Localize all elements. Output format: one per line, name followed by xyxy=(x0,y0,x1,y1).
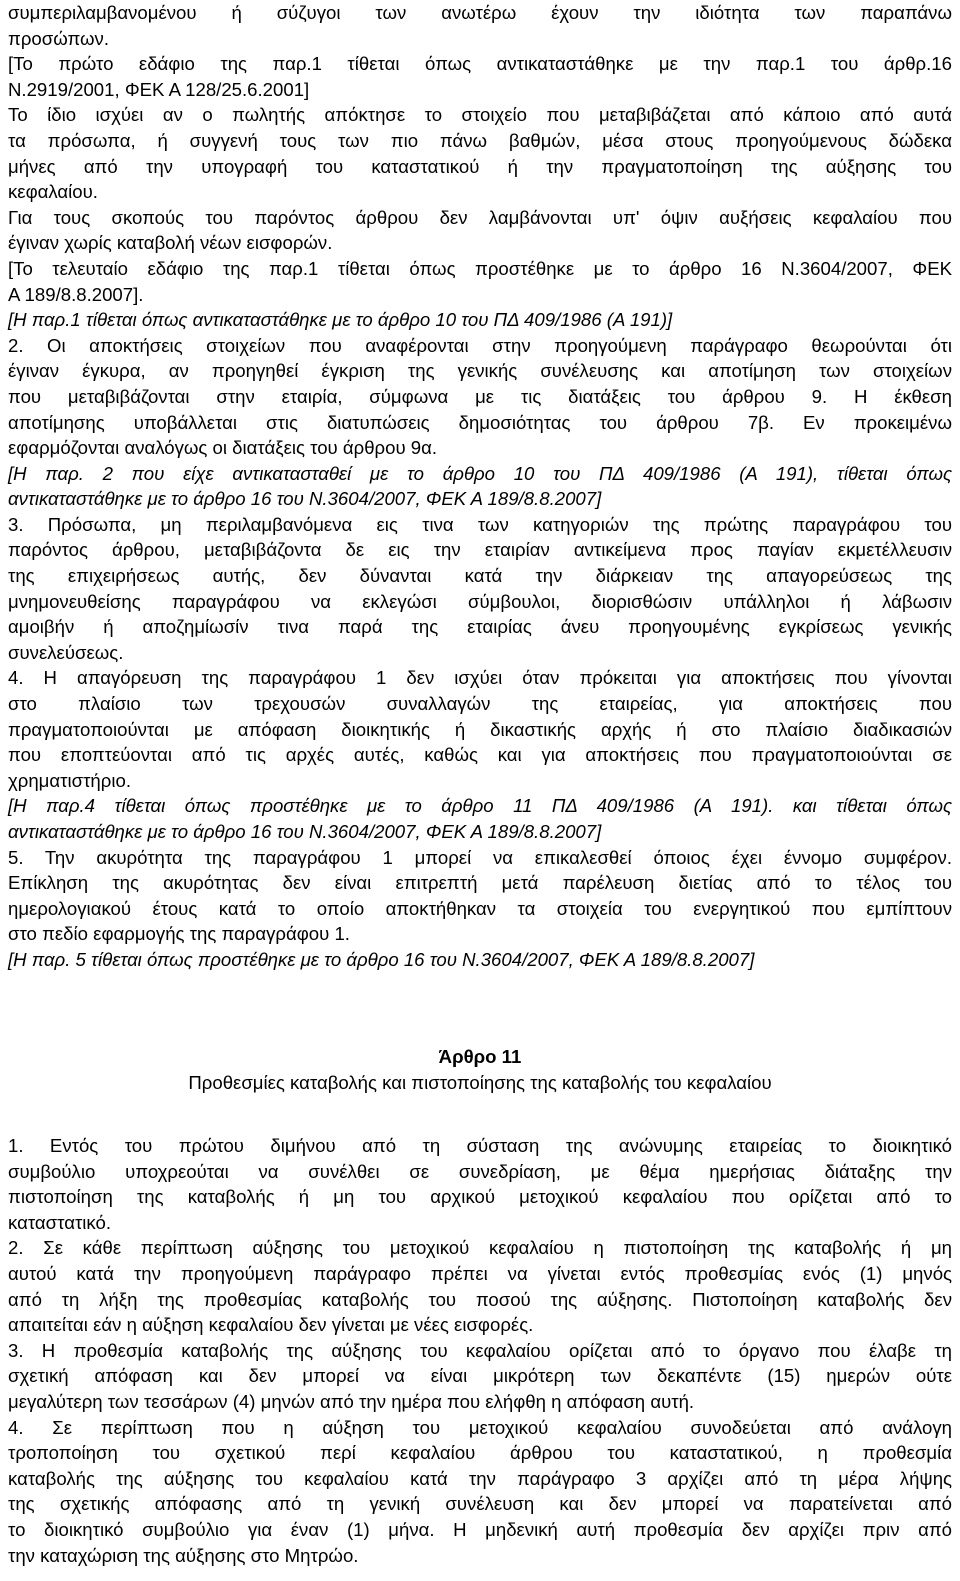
text-line: μήνες από την υπογραφή του καταστατικού ή την πραγματοποίηση της αύξησης του xyxy=(8,155,952,177)
text-line: στο πλαίσιο των τρεχουσών συναλλαγών της εταιρείας, για αποκτήσεις που xyxy=(8,693,952,715)
text-line: 4. Η απαγόρευση της παραγράφου 1 δεν ισχύει όταν πρόκειται για αποκτήσεις που γίνονται xyxy=(8,667,952,689)
amendment-note xyxy=(8,947,952,973)
text-line: Το ίδιο ισχύει αν ο πωλητής απόκτησε το στοιχείο που μεταβιβάζεται από κάποιο από αυτά xyxy=(8,104,952,126)
text-line: αντικαταστάθηκε με το άρθρο 16 του Ν.3604/2007, ΦΕΚ Α 189/8.8.2007] xyxy=(8,488,602,510)
text-line: πραγματοποιούνται με απόφαση διοικητικής ή δικαστικής αρχής ή στο πλαίσιο διαδικασιών xyxy=(8,718,952,740)
text-paragraph xyxy=(8,665,952,793)
text-line: το διοικητικό συμβούλιο για έναν (1) μήνα. Η μηδενική αυτή προθεσμία δεν αρχίζει πριν από xyxy=(8,1518,952,1540)
text-line: μεγαλύτερη των τεσσάρων (4) μηνών από την ημέρα που ελήφθη η απόφαση αυτή. xyxy=(8,1390,695,1412)
text-line: αντικαταστάθηκε με το άρθρο 16 του Ν.3604/2007, ΦΕΚ Α 189/8.8.2007] xyxy=(8,821,602,842)
text-line: 5. Την ακυρότητα της παραγράφου 1 μπορεί να επικαλεσθεί όποιος έχει έννομο συμφέρον. xyxy=(8,846,952,868)
text-line: τα πρόσωπα, ή συγγενή τους των πιο πάνω βαθμών, μέσα στους προηγούμενους δώδεκα xyxy=(8,129,952,151)
article-body xyxy=(8,1133,952,1568)
text-paragraph xyxy=(8,102,952,204)
text-line: Για τους σκοπούς του παρόντος άρθρου δεν λαμβάνονται υπ' όψιν αυξήσεις κεφαλαίου που xyxy=(8,206,952,228)
text-line: αποτίμησης υποβάλλεται στις διατυπώσεις δημοσιότητας του άρθρου 7β. Εν προκειμένω xyxy=(8,411,952,433)
text-line: αμοιβήν ή αποζημίωσίν τινα παρά της εταιρίας άνευ προηγουμένης εγκρίσεως γενικής xyxy=(8,616,952,638)
text-line: που μεταβιβάζονται στην εταιρία, σύμφωνα με τις διατάξεις του άρθρου 9. Η έκθεση xyxy=(8,385,952,407)
text-line: εφαρμόζονται αναλόγως οι διατάξεις του άρθρου 9α. xyxy=(8,437,438,459)
text-line: από τη λήξη της προθεσμίας καταβολής του ποσού της αύξησης. Πιστοποίηση καταβολής δεν xyxy=(8,1288,952,1310)
text-line: έγιναν χωρίς καταβολή νέων εισφορών. xyxy=(8,232,333,254)
text-line: Α 189/8.8.2007]. xyxy=(8,283,144,305)
amendment-note xyxy=(8,307,952,333)
text-line: συνελεύσεως. xyxy=(8,641,124,663)
text-line: πιστοποίηση της καταβολής ή μη του αρχικού μετοχικού κεφαλαίου που ορίζεται από το xyxy=(8,1186,952,1208)
text-paragraph xyxy=(8,512,952,666)
text-line: [Η παρ. 5 τίθεται όπως προστέθηκε με το άρθρο 16 του Ν.3604/2007, ΦΕΚ Α 189/8.8.2007] xyxy=(8,948,755,970)
text-paragraph xyxy=(8,333,952,461)
text-line: κεφαλαίου. xyxy=(8,181,98,203)
article-title: Άρθρο 11 xyxy=(438,1046,522,1067)
text-line: συμπεριλαμβανομένου ή σύζυγοι των ανωτέρω έχουν την ιδιότητα των παραπάνω xyxy=(8,2,952,23)
text-paragraph xyxy=(8,1415,952,1569)
text-line: 1. Εντός του πρώτου διμήνου από τη σύσταση της ανώνυμης εταιρείας το διοικητικό xyxy=(8,1135,952,1156)
text-line: μνημονευθείσης παραγράφου να εκλεγώσι σύμβουλοι, διορισθώσιν υπάλληλοι ή λάβωσιν xyxy=(8,590,952,612)
text-line: έγιναν έγκυρα, αν προηγηθεί έγκριση της γενικής συνέλευσης και αποτίμηση των στοιχείων xyxy=(8,360,952,382)
text-line: [Το πρώτο εδάφιο της παρ.1 τίθεται όπως αντικαταστάθηκε με την παρ.1 του άρθρ.16 xyxy=(8,53,952,75)
text-line: Ν.2919/2001, ΦΕΚ Α 128/25.6.2001] xyxy=(8,78,310,100)
text-line: καταστατικό. xyxy=(8,1211,112,1233)
text-line: απαιτείται εάν η αύξηση κεφαλαίου δεν γίνεται με νέες εισφορές. xyxy=(8,1314,534,1336)
text-line: Επίκληση της ακυρότητας δεν είναι επιτρεπτή μετά παρέλευση διετίας από το τέλος του xyxy=(8,872,952,894)
article-subtitle: Προθεσμίες καταβολής και πιστοποίησης της καταβολής του κεφαλαίου xyxy=(188,1071,772,1093)
text-line: 4. Σε περίπτωση που η αύξηση του μετοχικού κεφαλαίου συνοδεύεται από ανάλογη xyxy=(8,1416,952,1438)
text-line: χρηματιστήριο. xyxy=(8,769,131,791)
text-line: που εποπτεύονται από τις αρχές αυτές, καθώς και για αποκτήσεις που πραγματοποιούνται σε xyxy=(8,744,952,766)
text-line: [Η παρ.4 τίθεται όπως προστέθηκε με το άρθρο 11 ΠΔ 409/1986 (Α 191). και τίθεται όπως xyxy=(8,795,952,817)
text-line: ημερολογιακού έτους κατά το οποίο αποκτήθηκαν τα στοιχεία του ενεργητικού που εμπίπτουν xyxy=(8,897,952,919)
amendment-note xyxy=(8,793,952,844)
text-line: 3. Πρόσωπα, μη περιλαμβανόμενα εις τινα των κατηγοριών της πρώτης παραγράφου του xyxy=(8,513,952,535)
text-line: τροποποίηση του σχετικού περί κεφαλαίου άρθρου του καταστατικού, η προθεσμία xyxy=(8,1442,952,1464)
text-line: σχετική απόφαση και δεν μπορεί να είναι μικρότερη των δεκαπέντε (15) ημερών ούτε xyxy=(8,1365,952,1387)
text-line: 2. Οι αποκτήσεις στοιχείων που αναφέρονται στην προηγούμενη παράγραφο θεωρούνται ότι xyxy=(8,334,952,356)
text-line: προσώπων. xyxy=(8,27,110,49)
amendment-note xyxy=(8,461,952,512)
article-heading-group xyxy=(8,1044,952,1095)
text-paragraph xyxy=(8,205,952,256)
text-line: 2. Σε κάθε περίπτωση αύξησης του μετοχικού κεφαλαίου η πιστοποίηση της καταβολής ή μη xyxy=(8,1237,952,1259)
preceding-article-text xyxy=(8,0,952,973)
text-line: συμβούλιο υποχρεούται να συνέλθει σε συνεδρίαση, με θέμα ημερήσιας διάταξης την xyxy=(8,1160,952,1182)
text-line: την καταχώριση της αύξησης στο Μητρώο. xyxy=(8,1544,359,1566)
text-line: της σχετικής απόφασης από τη γενική συνέλευση και δεν μπορεί να παρατείνεται από xyxy=(8,1493,952,1515)
text-line: αυτού κατά την προηγούμενη παράγραφο πρέπει να γίνεται εντός προθεσμίας ενός (1) μηνός xyxy=(8,1262,952,1284)
text-paragraph xyxy=(8,1338,952,1415)
text-paragraph xyxy=(8,51,952,102)
text-line: παρόντος άρθρου, μεταβιβάζοντα δε εις την εταιρίαν αντικείμενα προς παγίαν εκμετέλλευσιν xyxy=(8,539,952,561)
text-line: 3. Η προθεσμία καταβολής της αύξησης του κεφαλαίου ορίζεται από το όργανο που έλαβε τη xyxy=(8,1339,952,1361)
text-line: της επιχειρήσεως αυτής, δεν δύνανται κατά την διάρκειαν της απαγορεύσεως της xyxy=(8,565,952,587)
text-paragraph xyxy=(8,1235,952,1337)
text-line: [Το τελευταίο εδάφιο της παρ.1 τίθεται όπως προστέθηκε με το άρθρο 16 Ν.3604/2007, ΦΕΚ xyxy=(8,257,952,279)
text-paragraph xyxy=(8,845,952,947)
text-paragraph xyxy=(8,256,952,307)
text-line: [Η παρ.1 τίθεται όπως αντικαταστάθηκε με το άρθρο 10 του ΠΔ 409/1986 (Α 191)] xyxy=(8,309,673,331)
text-line: στο πεδίο εφαρμογής της παραγράφου 1. xyxy=(8,923,350,945)
text-paragraph xyxy=(8,1133,952,1235)
text-line: [Η παρ. 2 που είχε αντικατασταθεί με το άρθρο 10 του ΠΔ 409/1986 (Α 191), τίθεται όπως xyxy=(8,462,952,484)
text-paragraph xyxy=(8,0,952,51)
text-line: καταβολής της αύξησης του κεφαλαίου κατά την παράγραφο 3 αρχίζει από τη μέρα λήψης xyxy=(8,1467,952,1489)
